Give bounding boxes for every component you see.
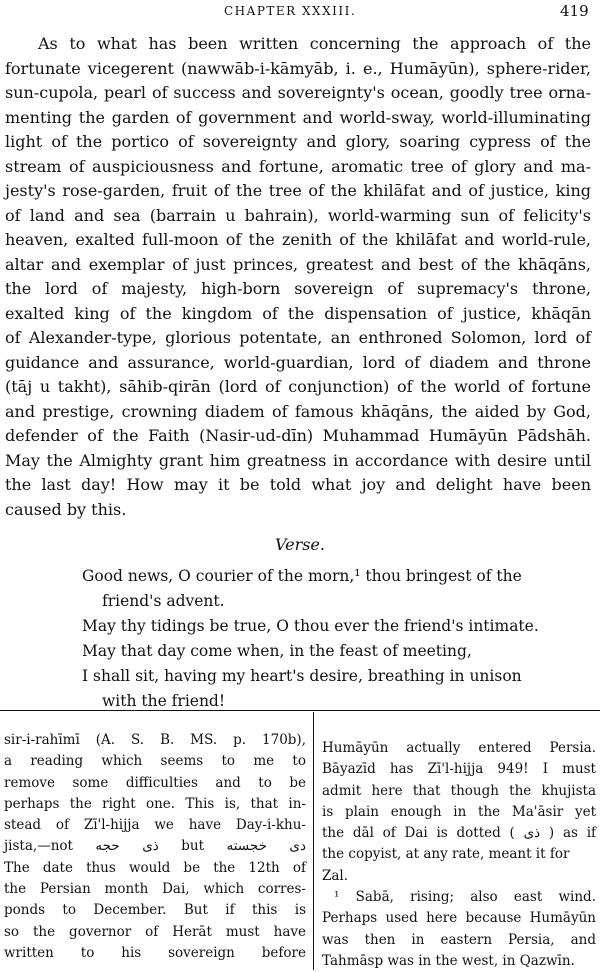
footnote-right-column [322, 738, 596, 972]
footnote-line: was then in eastern Persia, and [322, 931, 596, 948]
paragraph-line: heaven, exalted full-moon of the zenith of the khilāfat and world-rule, [5, 230, 591, 249]
footnote-line: the Persian month Dai, which corres- [4, 881, 306, 898]
paragraph-line: of Alexander-type, glorious potentate, an enthroned Solomon, lord of [5, 328, 591, 347]
footnote-line: ponds to December. But if this is [4, 902, 306, 919]
footnote-line: remove some difficulties and to be [4, 774, 306, 791]
footnote-line: stead of Zī'l-hijja we have Day-i-khu- [4, 817, 306, 834]
paragraph-line: the last day! How may it be told what joy and delight have been [5, 475, 591, 494]
footnote-line: jista,—not ذی حجه but دی خجسته [4, 838, 306, 855]
footnote-line: Perhaps used here because Humāyūn [322, 910, 596, 927]
paragraph-line: (tāj u takht), sāhib-qirān (lord of conjunction) of the world of fortune [5, 377, 591, 396]
column-divider [313, 712, 314, 970]
footnote-line: The date thus would be the 12th of [4, 859, 306, 876]
footnote-line: written to his sovereign before [4, 944, 306, 961]
footnote-line: the copyist, at any rate, meant it for [322, 846, 570, 863]
footnote-line: ¹ Sabā, rising; also east wind. [334, 889, 596, 906]
verse-line: friend's advent. [102, 592, 225, 610]
verse-line: with the friend! [102, 692, 226, 710]
paragraph-line: exalted king of the kingdom of the dispensation of justice, khāqān [5, 303, 591, 323]
footnote-line: perhaps the right one. This is, that in- [4, 795, 306, 812]
verse-heading: Verse. [275, 535, 325, 554]
footnote-left-column [4, 730, 306, 964]
page-header [0, 0, 600, 22]
footnote-line: Humāyūn actually entered Persia. [322, 740, 596, 756]
footnote-separator [0, 710, 600, 711]
page-number: 419 [560, 2, 589, 20]
footnote-line: Tahmāsp was in the west, in Qazwīn. [322, 952, 575, 969]
verse-line: May thy tidings be true, O thou ever the friend's intimate. [82, 617, 539, 635]
verse-line: May that day come when, in the feast of meeting, [82, 642, 472, 660]
footnote-line: Bāyazīd has Zī'l-hijja 949! I must [322, 761, 596, 778]
paragraph-line: menting the garden of government and world-sway, world-illuminating [5, 107, 591, 127]
paragraph-line: guidance and assurance, world-guardian, lord of diadem and throne [5, 352, 591, 372]
chapter-heading: CHAPTER XXXIII. [224, 4, 357, 18]
footnote-line: the dāl of Dai is dotted ( ذی ) as if [322, 825, 597, 842]
verse-line: Good news, O courier of the morn,¹ thou bringest of the [82, 567, 522, 585]
footnote-line: a reading which seems to me to [4, 753, 306, 770]
footnote-line: is plain enough in the Ma'āsir yet [322, 803, 596, 820]
paragraph-line: of land and sea (barrain u bahrain), world-warming sun of felicity's [5, 205, 591, 225]
paragraph-line: May the Almighty grant him greatness in accordance with desire until [5, 450, 591, 470]
paragraph-line: altar and exemplar of just princes, greatest and best of the khāqāns, [5, 254, 591, 274]
paragraph-line: As to what has been written concerning the approach of the [38, 34, 591, 53]
paragraph-line: sun-cupola, pearl of success and sovereignty's ocean, goodly tree orna- [5, 83, 591, 102]
footnote-line: Zal. [322, 867, 349, 884]
paragraph-line: stream of auspiciousness and fortune, aromatic tree of glory and ma- [5, 156, 591, 176]
paragraph-line: fortunate vicegerent (nawwāb-i-kāmyāb, i. e., Humāyūn), sphere-rider, [5, 58, 591, 78]
verse-line: I shall sit, having my heart's desire, breathing in unison [82, 667, 522, 685]
footnote-line: so the governor of Herāt must have [4, 923, 306, 940]
footnote-line: admit here that though the khujista [322, 782, 596, 799]
main-paragraph [5, 32, 591, 522]
paragraph-line: the lord of majesty, high-born sovereign of supremacy's throne, [5, 279, 591, 298]
paragraph-line: jesty's rose-garden, fruit of the tree of the khilāfat and of justice, king [5, 181, 591, 200]
paragraph-line: defender of the Faith (Nasir-ud-dīn) Muhammad Humāyūn Pādshāh. [5, 426, 591, 445]
paragraph-line: caused by this. [5, 499, 127, 519]
footnote-line: sir-i-rahīmī (A. S. B. MS. p. 170b), [4, 732, 306, 748]
verse-block [82, 564, 582, 714]
paragraph-line: and prestige, crowning diadem of famous khāqāns, the aided by God, [5, 401, 591, 421]
paragraph-line: light of the portico of sovereignty and glory, soaring cypress of the [5, 132, 591, 151]
